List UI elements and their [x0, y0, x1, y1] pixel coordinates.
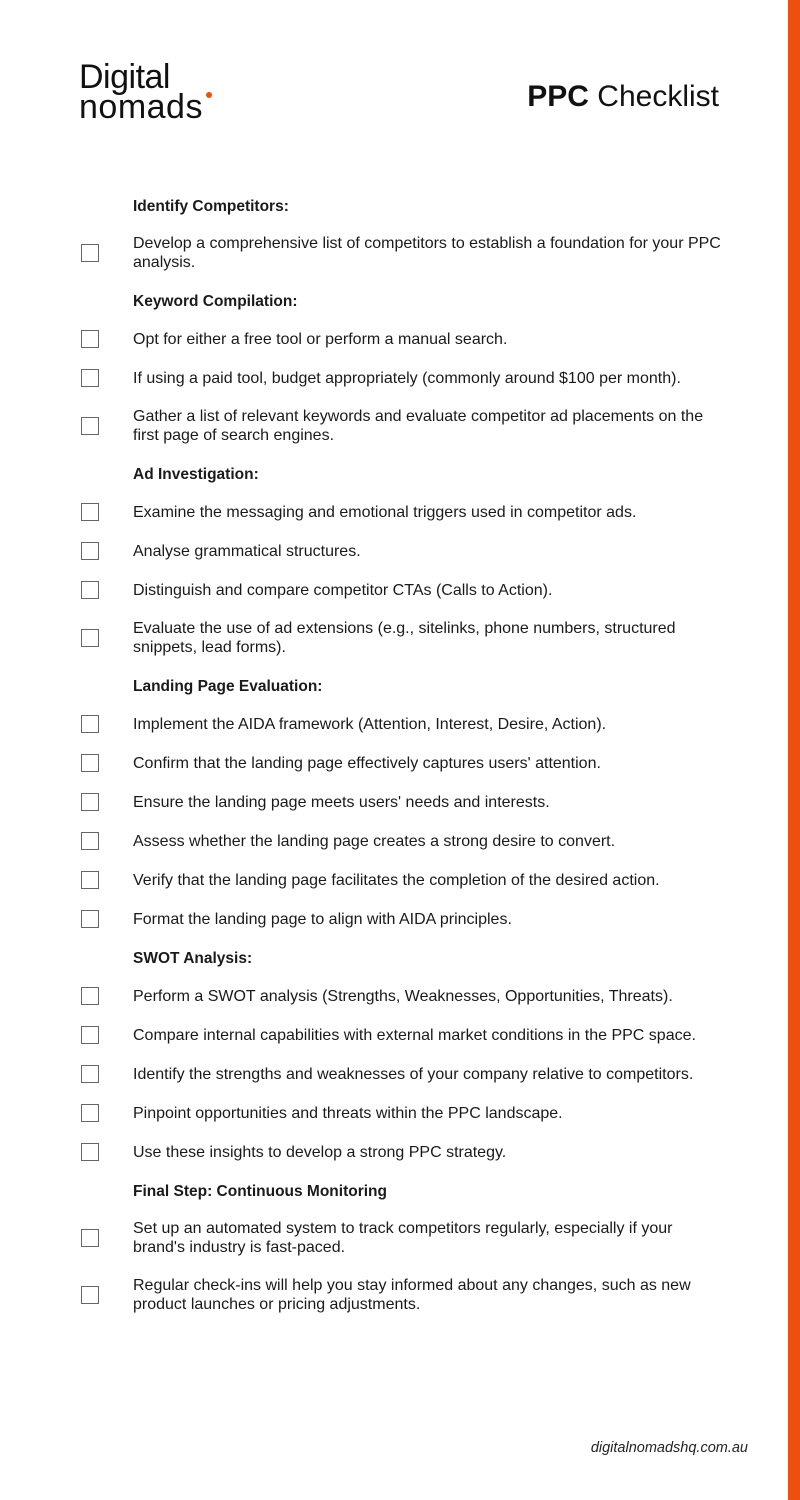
- checklist-item: [0, 368, 760, 388]
- checkbox[interactable]: [81, 987, 99, 1005]
- logo-line-2: [79, 90, 212, 124]
- checklist-item-text: Distinguish and compare competitor CTAs (Calls to Action).: [133, 581, 553, 599]
- logo-line-1: Digital: [79, 58, 170, 96]
- checklist-item: [0, 580, 760, 600]
- checklist-item-text: Verify that the landing page facilitates the completion of the desired action.: [133, 871, 660, 889]
- checklist-item-text: If using a paid tool, budget appropriately (commonly around $100 per month).: [133, 369, 681, 387]
- checklist-item-text: Compare internal capabilities with external market conditions in the PPC space.: [133, 1026, 696, 1044]
- checkbox[interactable]: [81, 581, 99, 599]
- logo-dot-icon: [206, 92, 212, 98]
- checklist-item: [0, 329, 760, 349]
- checklist-item-text: Pinpoint opportunities and threats within the PPC landscape.: [133, 1104, 563, 1122]
- section-heading: SWOT Analysis:: [133, 950, 253, 967]
- section-heading: Keyword Compilation:: [133, 293, 298, 310]
- checklist-item-text: Examine the messaging and emotional triggers used in competitor ads.: [133, 503, 637, 521]
- checklist-item-text: Identify the strengths and weaknesses of your company relative to competitors.: [133, 1065, 694, 1083]
- checklist-item-text: Implement the AIDA framework (Attention, Interest, Desire, Action).: [133, 715, 607, 733]
- checklist-item-text: Assess whether the landing page creates a strong desire to convert.: [133, 832, 616, 850]
- checklist-item-text: Set up an automated system to track competitors regularly, especially if your brand's industry is fast-paced.: [133, 1220, 673, 1256]
- checklist-item-text: Format the landing page to align with AIDA principles.: [133, 910, 512, 928]
- checkbox[interactable]: [81, 832, 99, 850]
- checkbox[interactable]: [81, 871, 99, 889]
- checklist-item-text: Analyse grammatical structures.: [133, 542, 361, 560]
- checklist-item: [0, 831, 760, 851]
- checkbox[interactable]: [81, 754, 99, 772]
- title-rest: Checklist: [588, 80, 719, 113]
- checkbox[interactable]: [81, 1286, 99, 1304]
- checkbox[interactable]: [81, 715, 99, 733]
- checklist-item: [0, 1064, 760, 1084]
- section-heading: Ad Investigation:: [133, 466, 259, 483]
- checkbox[interactable]: [81, 1065, 99, 1083]
- checkbox[interactable]: [81, 417, 99, 435]
- checklist-item: [0, 541, 760, 561]
- checkbox[interactable]: [81, 629, 99, 647]
- checklist-item: [0, 753, 760, 773]
- page-title: [527, 80, 719, 114]
- checklist-item: [0, 792, 760, 812]
- checklist-item-text: Ensure the landing page meets users' needs and interests.: [133, 793, 550, 811]
- checklist-item: [0, 1142, 760, 1162]
- checklist-item: [0, 909, 760, 929]
- checkbox[interactable]: [81, 369, 99, 387]
- checkbox[interactable]: [81, 793, 99, 811]
- checklist-item: [0, 619, 760, 657]
- checklist-item-text: Evaluate the use of ad extensions (e.g., sitelinks, phone numbers, structured snippets, lead forms).: [133, 620, 676, 656]
- checkbox[interactable]: [81, 1104, 99, 1122]
- logo-line-2-text: nomads: [79, 88, 203, 126]
- checklist-item: [0, 1025, 760, 1045]
- section-heading: Identify Competitors:: [133, 198, 289, 215]
- section-heading: Final Step: Continuous Monitoring: [133, 1183, 387, 1200]
- checkbox[interactable]: [81, 910, 99, 928]
- checklist-item-text: Confirm that the landing page effectively captures users' attention.: [133, 754, 601, 772]
- checkbox[interactable]: [81, 244, 99, 262]
- checkbox[interactable]: [81, 542, 99, 560]
- footer-url: digitalnomadshq.com.au: [590, 1440, 748, 1456]
- checklist-item: [0, 714, 760, 734]
- checklist-item: [0, 407, 760, 445]
- checkbox[interactable]: [81, 503, 99, 521]
- checklist-item: [0, 1219, 760, 1257]
- checklist-item: [0, 870, 760, 890]
- checkbox[interactable]: [81, 330, 99, 348]
- checklist-item-text: Opt for either a free tool or perform a manual search.: [133, 330, 508, 348]
- checklist-item-text: Regular check-ins will help you stay informed about any changes, such as new product launches or pricing adjustments.: [133, 1277, 691, 1313]
- checkbox[interactable]: [81, 1229, 99, 1247]
- checkbox[interactable]: [81, 1026, 99, 1044]
- checklist-item-text: Perform a SWOT analysis (Strengths, Weaknesses, Opportunities, Threats).: [133, 987, 673, 1005]
- checklist-item: [0, 1103, 760, 1123]
- checklist-item: [0, 502, 760, 522]
- checklist-item: [0, 1276, 760, 1314]
- section-heading: Landing Page Evaluation:: [133, 678, 323, 695]
- brand-logo: [79, 60, 212, 124]
- checklist-item-text: Develop a comprehensive list of competitors to establish a foundation for your PPC analysis.: [133, 235, 721, 271]
- checklist-item: [0, 986, 760, 1006]
- checklist-item-text: Gather a list of relevant keywords and evaluate competitor ad placements on the first page of search engines.: [133, 408, 704, 444]
- accent-side-bar: [788, 0, 800, 1500]
- title-bold: PPC: [527, 80, 589, 113]
- checklist-item-text: Use these insights to develop a strong PPC strategy.: [133, 1143, 507, 1161]
- checklist: [0, 196, 760, 1333]
- checkbox[interactable]: [81, 1143, 99, 1161]
- checklist-item: [0, 234, 760, 272]
